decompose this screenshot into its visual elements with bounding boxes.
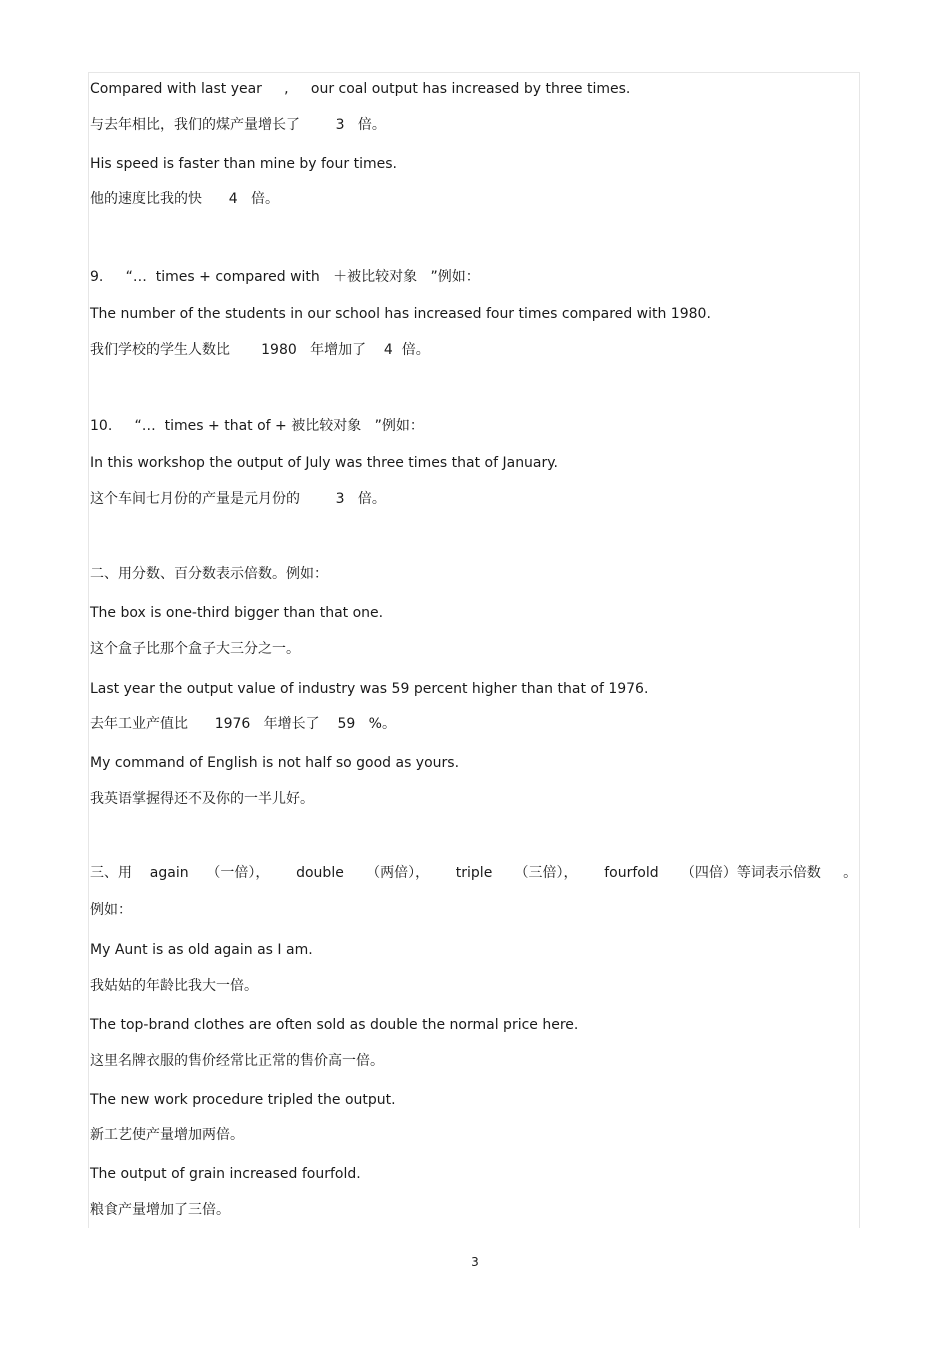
text-line: The output of grain increased fourfold. (90, 1166, 361, 1182)
text-line: 新工艺使产量增加两倍。 (90, 1127, 244, 1143)
section-heading: 三、用 again （一倍）， double （两倍）， triple （三倍）， fourfold （四倍）等词表示倍数 。 (90, 865, 858, 881)
text-line: The top-brand clothes are often sold as double the normal price here. (90, 1017, 579, 1033)
text-line: My command of English is not half so good as yours. (90, 755, 460, 771)
text-line: 例如： (90, 902, 132, 918)
text-line: His speed is faster than mine by four times. (90, 156, 397, 172)
text-line: Compared with last year , our coal output has increased by three times. (90, 81, 631, 97)
text-line: 我姑姑的年龄比我大一倍。 (90, 978, 258, 994)
text-line: 这个盒子比那个盒子大三分之一。 (90, 641, 300, 657)
section-heading: 10. “… times + that of + 被比较对象 ”例如： (90, 418, 424, 434)
section-heading: 二、用分数、百分数表示倍数。例如： (90, 566, 328, 582)
text-line: 这个车间七月份的产量是元月份的 3 倍。 (90, 491, 386, 507)
text-line: 这里名牌衣服的售价经常比正常的售价高一倍。 (90, 1053, 384, 1069)
text-line: 他的速度比我的快 4 倍。 (90, 191, 279, 207)
text-line: 我英语掌握得还不及你的一半儿好。 (90, 791, 314, 807)
text-line: The number of the students in our school has increased four times compared with 1980. (90, 306, 711, 322)
section-heading: 9. “… times + compared with ＋被比较对象 ”例如： (90, 269, 480, 285)
text-line: 与去年相比，我们的煤产量增长了 3 倍。 (90, 117, 386, 133)
text-line: My Aunt is as old again as I am. (90, 942, 313, 958)
text-line: The new work procedure tripled the output. (90, 1092, 396, 1108)
text-line: 去年工业产值比 1976 年增长了 59 %。 (90, 716, 396, 732)
text-line: The box is one-third bigger than that one. (90, 605, 384, 621)
page-number: 3 (471, 1255, 479, 1269)
text-line: 粮食产量增加了三倍。 (90, 1202, 230, 1218)
text-line: 我们学校的学生人数比 1980 年增加了 4 倍。 (90, 342, 430, 358)
text-line: In this workshop the output of July was three times that of January. (90, 455, 559, 471)
text-line: Last year the output value of industry was 59 percent higher than that of 1976. (90, 681, 649, 697)
